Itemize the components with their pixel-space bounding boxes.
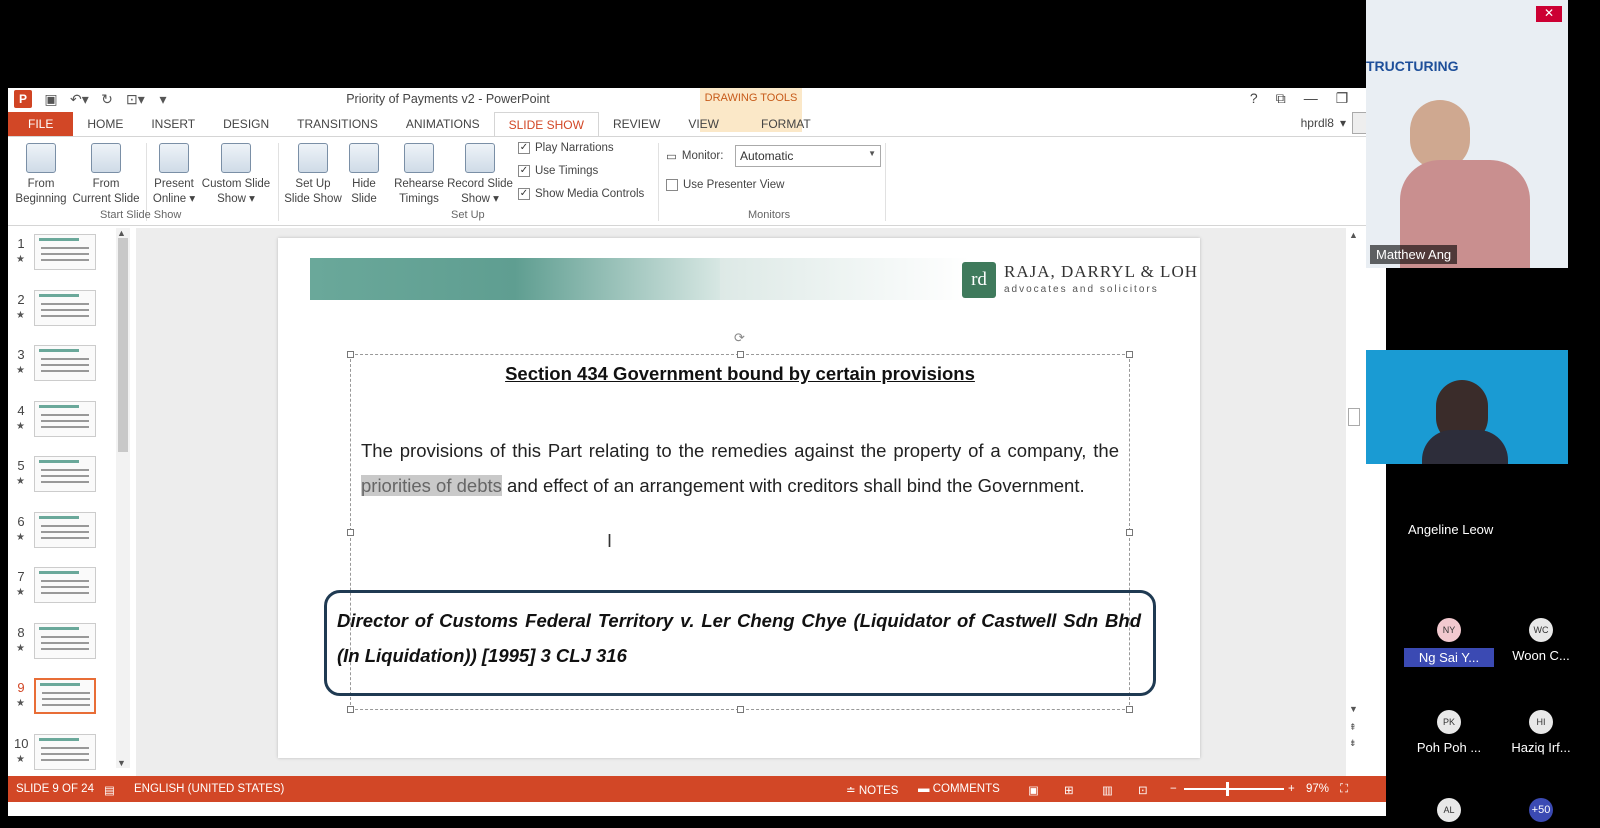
slide-number: 3 — [17, 347, 25, 362]
slide-thumbnail[interactable] — [34, 456, 96, 492]
scrollbar-thumb[interactable] — [118, 238, 128, 452]
zoom-slider-thumb[interactable] — [1226, 782, 1229, 796]
slide-scrollbar[interactable]: ▲ ▼ ⇞ ⇟ — [1346, 228, 1362, 776]
custom-show-icon — [221, 143, 251, 173]
from-beginning-button[interactable]: From Beginning — [12, 143, 70, 207]
projector-icon — [91, 143, 121, 173]
powerpoint-logo-icon: P — [14, 90, 32, 108]
show-media-controls-checkbox[interactable]: ✓ Show Media Controls — [519, 188, 645, 200]
restore-button[interactable]: ❐ — [1335, 90, 1349, 106]
use-presenter-view-checkbox[interactable]: Use Presenter View — [666, 179, 784, 191]
tab-slide-show[interactable]: SLIDE SHOW — [494, 112, 599, 136]
minimize-button[interactable]: — — [1303, 90, 1318, 106]
hide-slide-icon — [349, 143, 379, 173]
animation-star-icon: ★ — [16, 420, 25, 432]
slide-thumbnail[interactable] — [34, 401, 96, 437]
language-indicator[interactable]: ENGLISH (UNITED STATES) — [134, 783, 285, 795]
resize-handle[interactable] — [737, 351, 744, 358]
slide-thumbnail[interactable] — [34, 234, 96, 270]
resize-handle[interactable] — [737, 706, 744, 713]
animation-star-icon: ★ — [16, 642, 25, 654]
slide-number: 2 — [17, 291, 25, 307]
slide-number: 6 — [17, 513, 25, 529]
rotate-handle-icon[interactable]: ⟳ — [734, 330, 745, 345]
monitor-icon: ▭ — [666, 151, 677, 163]
animation-star-icon: ★ — [16, 476, 25, 487]
animation-star-icon: ★ — [16, 587, 25, 598]
present-icon[interactable]: ⊡▾ — [126, 90, 145, 107]
from-current-slide-button[interactable]: From Current Slide — [70, 143, 142, 207]
animation-star-icon: ★ — [16, 531, 25, 543]
slide-thumbnail[interactable] — [34, 512, 96, 548]
tab-review[interactable]: REVIEW — [612, 117, 661, 131]
resize-handle[interactable] — [347, 706, 354, 713]
speaker-body — [1422, 430, 1508, 464]
more-participants-button[interactable]: +50 — [1496, 798, 1586, 828]
set-up-slide-show-button[interactable]: Set Up Slide Show — [282, 143, 344, 207]
slide-thumbnail[interactable] — [34, 567, 96, 603]
tab-home[interactable]: HOME — [87, 117, 124, 131]
speaker-name: Angeline Leow — [1408, 522, 1494, 537]
window-controls — [1250, 90, 1378, 107]
tab-format[interactable]: FORMAT — [760, 117, 811, 131]
slide-canvas — [278, 238, 1200, 758]
highlighted-text: priorities of debts — [361, 475, 502, 496]
timer-icon — [404, 143, 434, 173]
group-label-set-up: Set Up — [451, 209, 485, 221]
video-tile-speaker-2[interactable] — [1366, 350, 1568, 464]
participant-tile[interactable]: WC Woon C... — [1496, 618, 1586, 663]
slide-thumbnail[interactable] — [34, 678, 96, 714]
group-label-monitors: Monitors — [748, 209, 791, 221]
zoom-out-icon[interactable]: − — [1170, 783, 1177, 795]
tab-view[interactable]: VIEW — [688, 117, 719, 131]
setup-icon — [298, 143, 328, 173]
tab-animations[interactable]: ANIMATIONS — [405, 117, 480, 131]
tab-insert[interactable]: INSERT — [151, 117, 196, 131]
slideshow-view-icon[interactable]: ⊡ — [1138, 785, 1148, 797]
animation-star-icon: ★ — [16, 254, 25, 265]
hide-slide-button[interactable]: Hide Slide — [346, 143, 382, 207]
slide-number: 5 — [17, 458, 25, 473]
monitor-select[interactable]: Automatic ▼ — [735, 145, 881, 167]
slide-number: 10 — [14, 735, 29, 751]
animation-star-icon: ★ — [16, 309, 25, 321]
customize-qat-icon[interactable]: ▾ — [159, 90, 167, 107]
chevron-down-icon: ▼ — [868, 149, 876, 158]
play-narrations-checkbox[interactable]: ✓ Play Narrations — [519, 142, 614, 154]
resize-handle[interactable] — [347, 351, 354, 358]
slide-number: 8 — [17, 624, 25, 640]
zoom-slider[interactable] — [1184, 788, 1284, 790]
user-name: hprdl8 — [1300, 116, 1334, 130]
redo-icon[interactable]: ↻ — [101, 90, 113, 107]
slide-thumbnail[interactable] — [34, 623, 96, 659]
window-title: Priority of Payments v2 - PowerPoint — [346, 92, 550, 106]
record-slide-show-button[interactable]: Record Slide Show ▾ — [446, 143, 514, 207]
slide-number: 9 — [17, 680, 25, 695]
slide-number: 7 — [17, 569, 25, 584]
status-bar — [8, 776, 1386, 802]
fit-to-window-icon[interactable]: ⛶ — [1340, 783, 1349, 795]
slide-counter: SLIDE 9 OF 24 — [16, 783, 94, 795]
slide-number: 4 — [17, 402, 25, 418]
powerpoint-window — [8, 88, 1386, 816]
title-bar — [8, 88, 1386, 112]
record-icon — [465, 143, 495, 173]
animation-star-icon: ★ — [16, 753, 25, 765]
participant-tile[interactable]: PK Poh Poh ... — [1404, 710, 1494, 755]
firm-logo: rd — [962, 262, 996, 298]
notes-button[interactable]: ≐ NOTES — [846, 785, 899, 797]
slide-heading[interactable]: Section 434 Government bound by certain provisions — [505, 363, 975, 384]
next-slide-icon[interactable]: ⇟ — [1349, 738, 1357, 748]
user-account[interactable]: hprdl8 ▾ — [1301, 112, 1376, 134]
zoom-level[interactable]: 97% — [1306, 783, 1330, 795]
monitor-label: ▭ Monitor: — [666, 150, 724, 163]
slide-thumbnail[interactable] — [34, 345, 96, 381]
projector-icon — [26, 143, 56, 173]
animation-star-icon: ★ — [16, 365, 25, 376]
use-timings-checkbox[interactable]: ✓ Use Timings — [519, 165, 599, 177]
group-label-start-slide-show: Start Slide Show — [100, 209, 182, 221]
save-icon[interactable]: ▣ — [44, 90, 58, 107]
tab-design[interactable]: DESIGN — [223, 117, 270, 131]
scrollbar-thumb[interactable] — [1348, 408, 1360, 426]
text-cursor-icon: I — [607, 531, 613, 551]
slide-thumbnail[interactable] — [34, 734, 96, 770]
video-tile-speaker-1[interactable] — [1366, 0, 1568, 268]
tab-transitions[interactable]: TRANSITIONS — [297, 117, 378, 131]
comments-button[interactable]: ▬ COMMENTS — [918, 783, 1000, 795]
ribbon-display-icon[interactable]: ⧉ — [1275, 90, 1286, 106]
slide-sorter-icon[interactable]: ⊞ — [1064, 785, 1074, 797]
speaker-name: Matthew Ang — [1370, 245, 1457, 264]
background-text: TRUCTURING — [1366, 58, 1459, 74]
zoom-in-icon[interactable]: + — [1288, 783, 1295, 795]
previous-slide-icon[interactable]: ⇞ — [1349, 722, 1357, 732]
normal-view-icon[interactable]: ▣ — [1028, 785, 1039, 797]
reading-view-icon[interactable]: ▥ — [1102, 785, 1113, 797]
participant-tile[interactable]: HI Haziq Irf... — [1496, 710, 1586, 755]
spellcheck-icon[interactable]: ▤ — [104, 785, 115, 797]
ribbon — [8, 136, 1386, 226]
thumbnail-scrollbar[interactable]: ▲ ▼ — [116, 228, 130, 768]
ribbon-tabs — [8, 112, 1386, 136]
slide-body-text[interactable]: The provisions of this Part relating to the remedies against the property of a company, the priorities of debts and effect of an arrangement with creditors shall bind the Government. — [361, 440, 1119, 496]
resize-handle[interactable] — [1126, 529, 1133, 536]
resize-handle[interactable] — [347, 529, 354, 536]
animation-star-icon: ★ — [16, 698, 25, 709]
tab-file[interactable]: FILE — [8, 112, 73, 136]
resize-handle[interactable] — [1126, 351, 1133, 358]
case-citation-box[interactable] — [324, 590, 1156, 696]
slide-number: 1 — [17, 236, 25, 251]
drawing-tools-context: DRAWING TOOLS — [700, 88, 802, 132]
custom-slide-show-button[interactable]: Custom Slide Show ▾ — [200, 143, 272, 207]
undo-icon[interactable]: ↶▾ — [70, 90, 89, 107]
resize-handle[interactable] — [1126, 706, 1133, 713]
globe-icon — [159, 143, 189, 173]
participant-tile[interactable]: NY Ng Sai Y... — [1404, 618, 1494, 667]
close-icon[interactable]: ✕ — [1536, 6, 1562, 22]
help-icon[interactable]: ? — [1249, 90, 1258, 106]
slide-thumbnail[interactable] — [34, 290, 96, 326]
present-online-button[interactable]: Present Online ▾ — [150, 143, 198, 207]
case-citation: Director of Customs Federal Territory v. Ler Cheng Chye (Liquidator of Castwell Sdn Bhd (In Liquidation)) [1995] 3 CLJ 316 — [337, 610, 1141, 666]
rehearse-timings-button[interactable]: Rehearse Timings — [392, 143, 446, 207]
slide-banner — [310, 258, 720, 300]
firm-tagline: advocates and solicitors — [1004, 284, 1159, 295]
firm-name: RAJA, DARRYL & LOH — [1004, 262, 1198, 281]
participant-tile[interactable]: AL — [1404, 798, 1494, 828]
